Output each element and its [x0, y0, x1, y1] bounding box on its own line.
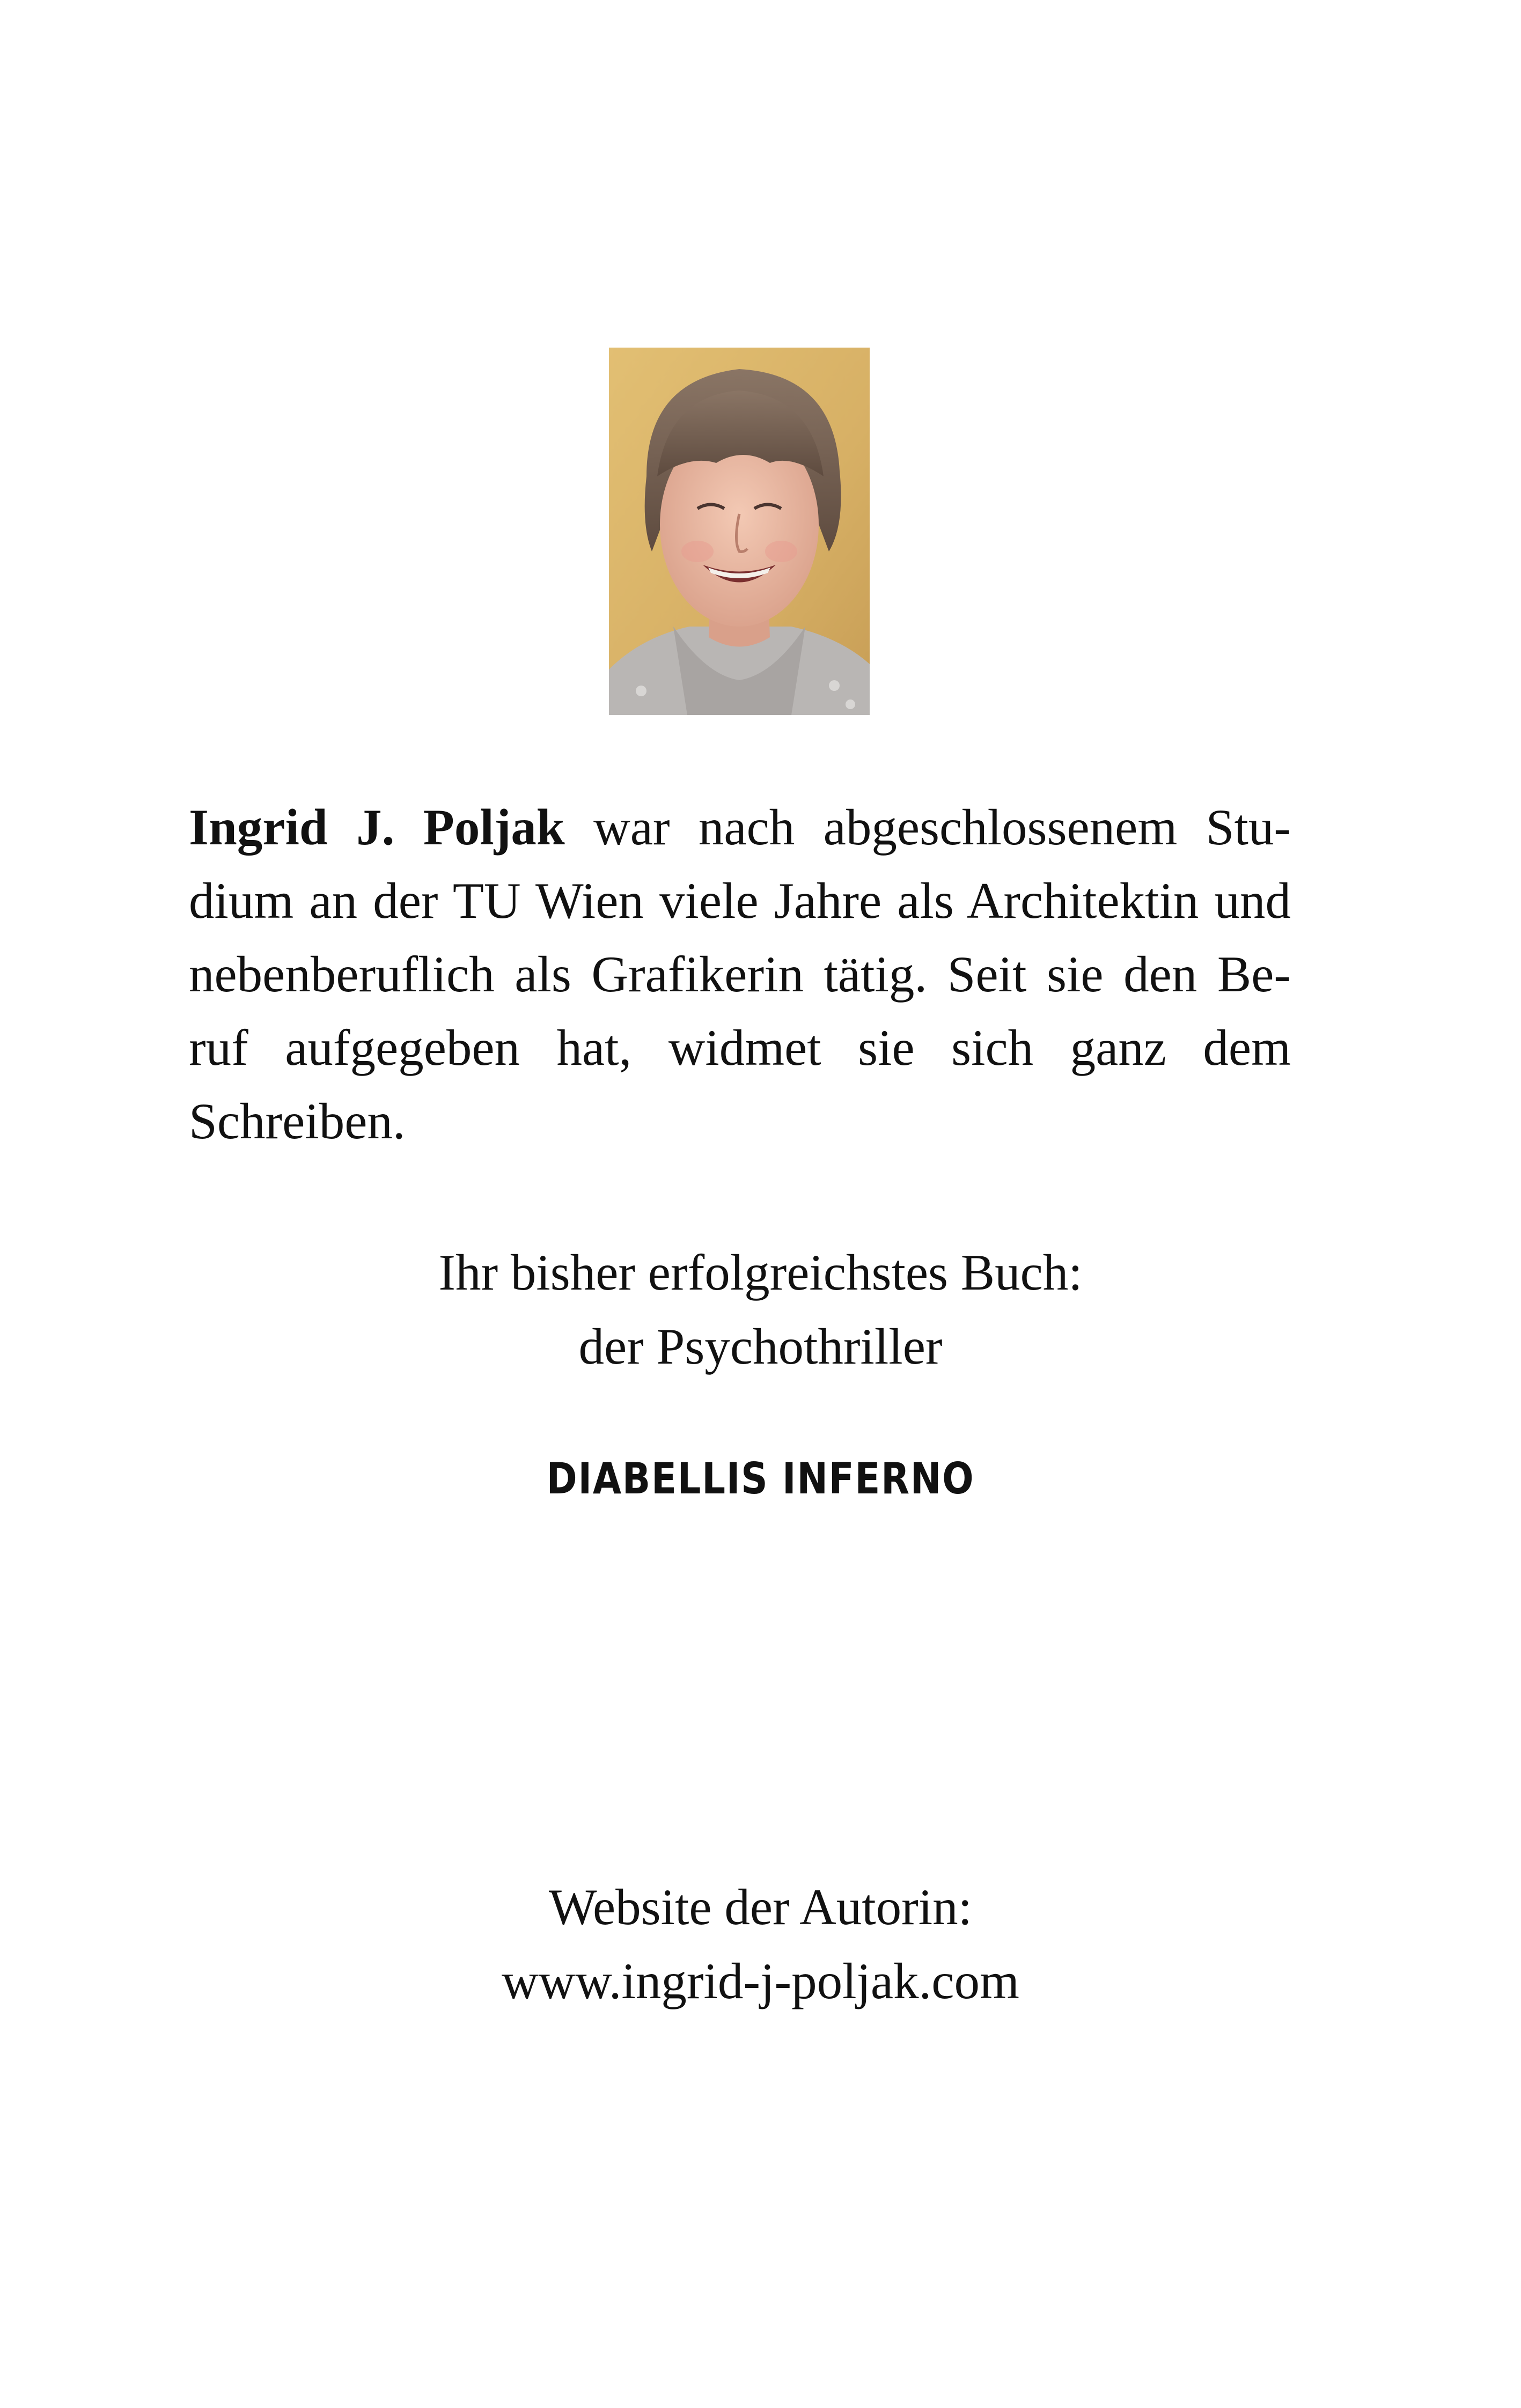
bio-line-5: Schreiben.: [189, 1093, 406, 1150]
bio-line-2: dium an der TU Wien viele Jahre als Architektin und: [189, 872, 1291, 929]
bio-line-1-text: war nach abgeschlossenem Stu-: [593, 799, 1291, 856]
bio-line-4: ruf aufgegeben hat, widmet sie sich ganz dem: [189, 1019, 1291, 1076]
author-photo: [609, 348, 870, 715]
author-bio: [189, 791, 1291, 1158]
bio-line-3: nebenberuflich als Grafikerin tätig. Seit sie den Be-: [189, 946, 1291, 1003]
website-url[interactable]: www.ingrid-j-poljak.com: [502, 1953, 1019, 2009]
book-intro: [0, 1235, 1521, 1383]
book-intro-line-1: Ihr bisher erfolgreichstes Buch:: [438, 1244, 1083, 1301]
book-title: DIABELLIS INFERNO: [546, 1454, 975, 1504]
website-label: Website der Autorin:: [548, 1879, 973, 1935]
website-block: [0, 1870, 1521, 2018]
bio-line-1: [189, 791, 1291, 864]
book-intro-line-2: der Psychothriller: [578, 1318, 943, 1375]
author-name: Ingrid J. Poljak: [189, 799, 565, 856]
author-portrait-icon: [609, 348, 870, 715]
